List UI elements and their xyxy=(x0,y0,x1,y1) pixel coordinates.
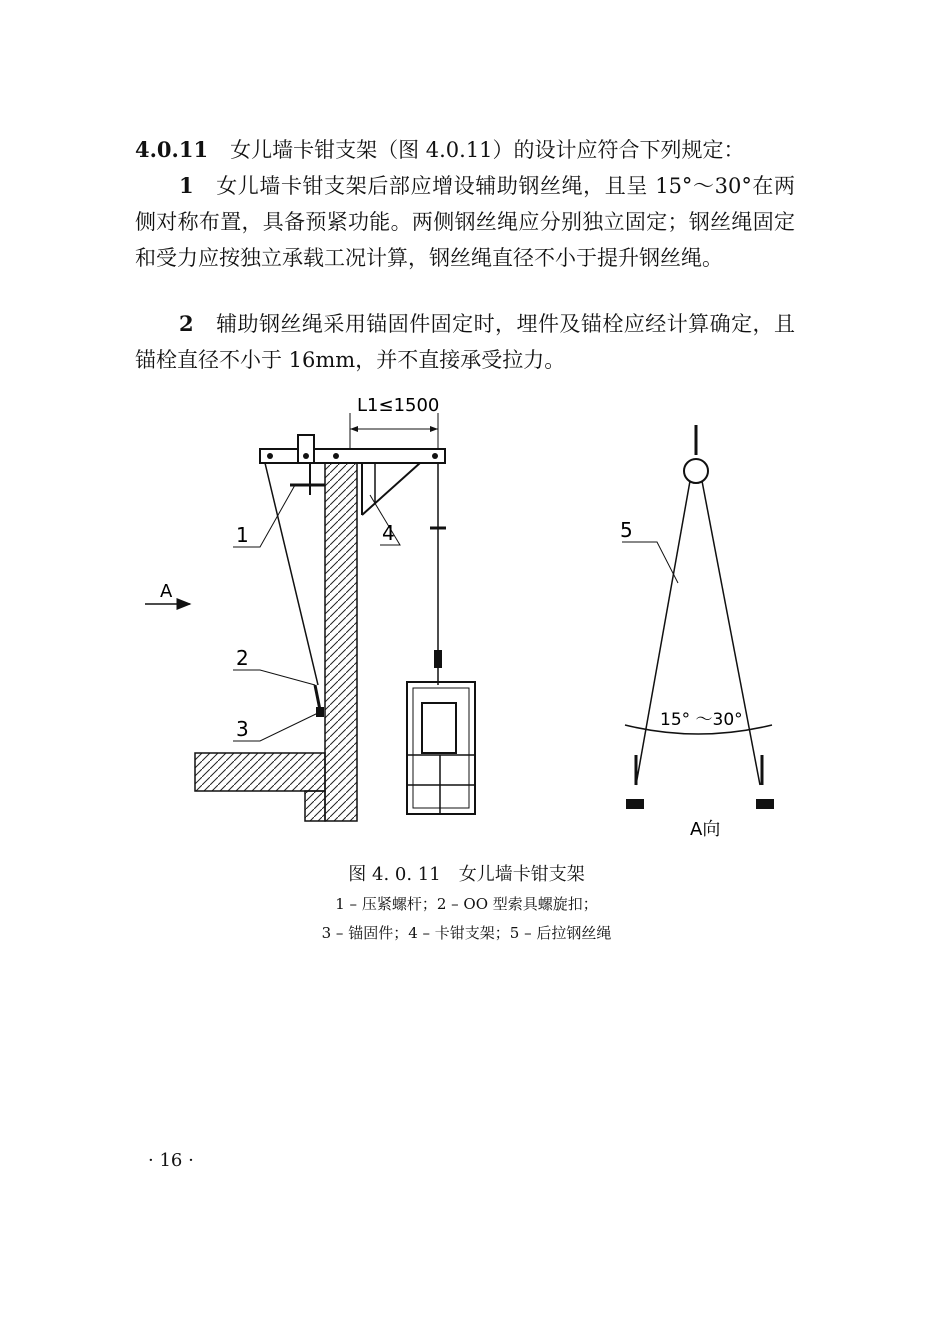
figure-caption: 图 4. 0. 11 女儿墙卡钳支架 xyxy=(348,864,585,885)
callout-2: 2 xyxy=(236,646,249,670)
dimension-label: L1≤1500 xyxy=(357,395,440,416)
hoist-cradle xyxy=(407,463,475,814)
section-heading xyxy=(135,132,795,168)
callout-3: 3 xyxy=(236,717,249,741)
section-title: 女儿墙卡钳支架（图 4.0.11）的设计应符合下列规定： xyxy=(230,138,745,162)
callout-5: 5 xyxy=(620,518,633,542)
page-number: · 16 · xyxy=(148,1150,194,1171)
a-view xyxy=(622,425,774,809)
clause-2-text: 辅助钢丝绳采用锚固件固定时，埋件及锚栓应经计算确定，且锚栓直径不小于 16mm，并不直接承受拉力。 xyxy=(135,312,795,372)
dimension-l1 xyxy=(350,395,439,450)
clause-1 xyxy=(135,168,795,276)
callout-leaders xyxy=(233,485,400,741)
clause-1-text: 女儿墙卡钳支架后部应增设辅助钢丝绳，且呈 15°～30°在两侧对称布置，具备预紧功能。两侧钢丝绳应分别独立固定；钢丝绳固定和受力应按独立承载工况计算，钢丝绳直径不小于提升钢丝绳。 xyxy=(135,174,795,270)
a-view-label: A向 xyxy=(690,819,721,840)
callout-1: 1 xyxy=(236,523,249,547)
section-number: 4.0.11 xyxy=(135,137,209,162)
clause-1-number: 1 xyxy=(179,173,194,198)
figure-legend-line-1: 1 – 压紧螺杆；2 – OO 型索具螺旋扣； xyxy=(335,895,598,913)
parapet-clamp-diagram xyxy=(130,385,800,845)
callout-4: 4 xyxy=(382,521,395,545)
clause-2 xyxy=(135,306,795,378)
figure-legend-line-2: 3 – 锚固件；4 – 卡钳支架；5 – 后拉钢丝绳 xyxy=(321,924,612,942)
clause-2-number: 2 xyxy=(179,311,194,336)
angle-label: 15° ～30° xyxy=(660,710,743,730)
view-arrow-label: A xyxy=(160,581,173,602)
